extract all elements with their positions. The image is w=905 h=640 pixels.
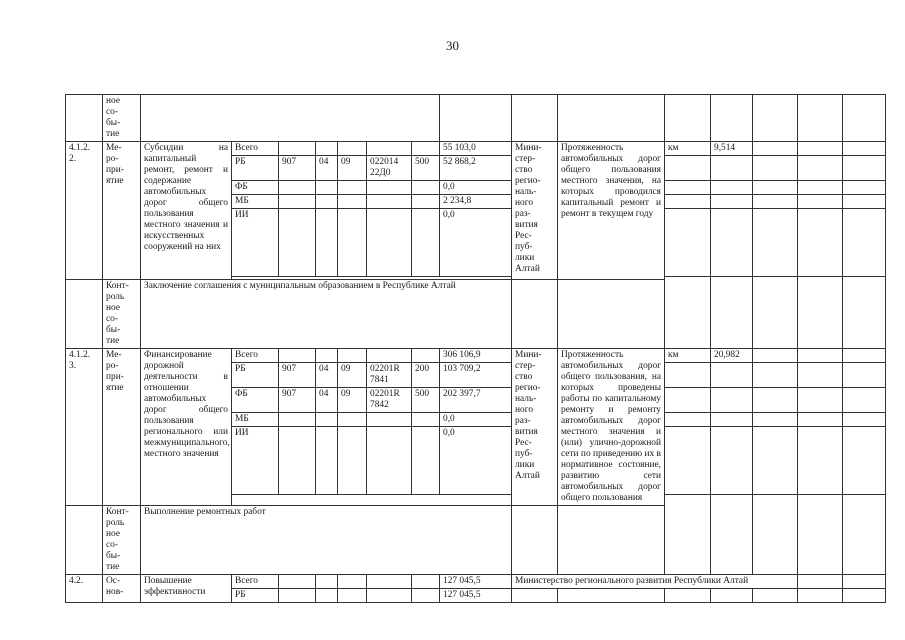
table-row: ФБ 907 04 09 02201R 7842 500 202 397,7 [66, 388, 886, 413]
table-row: ИИ 0,0 [66, 209, 886, 277]
row-kind: Ме- ро- при- ятие [103, 142, 141, 280]
table-row [66, 142, 886, 156]
table-row: ИИ 0,0 [66, 427, 886, 495]
indicator-unit: км [665, 142, 711, 156]
table-row: РБ 907 04 09 022014 22Д0 500 52 868,2 [66, 156, 886, 181]
funding-amount: 55 103,0 [440, 142, 512, 156]
control-event-label: Конт- роль ное со- бы- тие [103, 506, 141, 575]
executor: Мини- стер- ство регио- наль- ного раз- вития Рес- пуб- лики Алтай [512, 349, 558, 506]
executor-wide: Министерство регионального развития Республики Алтай [512, 575, 798, 589]
activity-name: Финансирование дорожной деятельности в отношении автомобильных дорог общего пользования регионального или межмуниципального, местного значения [141, 349, 232, 506]
page-number: 30 [446, 38, 459, 53]
activity-name: Повышение эффективности [141, 575, 232, 603]
control-event-text: Заключение соглашения с муниципальным образованием в Республике Алтай [141, 280, 512, 349]
row-kind: Ме- ро- при- ятие [103, 349, 141, 506]
activity-name: Субсидии на капитальный ремонт, ремонт и содержание автомобильных дорог общего пользования местного значения и искусственных сооружений на них [141, 142, 232, 280]
control-event-text: Выполнение ремонтных работ [141, 506, 512, 575]
table-row: МБ 2 234,8 [66, 195, 886, 209]
row-number: 4.1.2. 3. [66, 349, 103, 506]
control-event-cell: ное со- бы- тие [103, 95, 141, 142]
table-row [66, 95, 886, 142]
indicator-text: Протяженность автомобильных дорог общего пользования местного значения, на которых проводился капитальный ремонт и ремонт в текущем году [558, 142, 665, 280]
row-number: 4.1.2. 2. [66, 142, 103, 280]
executor: Мини- стер- ство регио- наль- ного раз- вития Рес- пуб- лики Алтай [512, 142, 558, 280]
row-number: 4.2. [66, 575, 103, 603]
row-kind: Ос- нов- [103, 575, 141, 603]
table-row: МБ 0,0 [66, 413, 886, 427]
table-row: РБ 127 045,5 [66, 589, 886, 603]
indicator-value: 9,514 [711, 142, 753, 156]
indicator-text: Протяженность автомобильных дорог общего пользования, на которых проведены работы по капитальному ремонту и ремонту автомобильных дорог местного значения и (или) улично-дорожной сети по приведению их в нормативное состояние, развитию сети автомобильных дорог общего пользования [558, 349, 665, 506]
table-row: 4.2. Ос- нов- Повышение эффективности Всего 127 045,5 Министерство регионального развития Республики Алтай [66, 575, 886, 589]
control-event-label: Конт- роль ное со- бы- тие [103, 280, 141, 349]
table-row: РБ 907 04 09 02201R 7841 200 103 709,2 [66, 363, 886, 388]
funding-source: Всего [232, 142, 279, 156]
table-row: ФБ 0,0 [66, 181, 886, 195]
program-table [65, 94, 886, 603]
table-row: 4.1.2. 3. Ме- ро- при- ятие Финансирование дорожной деятельности в отношении автомобильных дорог общего пользования регионального или межмуниципального, местного значения Всего 306 106,9 Мини- стер- ство регио- наль- ного раз- вития Рес- пуб- лики Алтай Протяженность автомобильных дорог общего пользования, на которых проведены работы по капитальному ремонту и ремонту автомобильных дорог местного значения и (или) улично-дорожной сети по приведению их в нормативное состояние, развитию сети автомобильных дорог общего пользования км 20,982 [66, 349, 886, 363]
